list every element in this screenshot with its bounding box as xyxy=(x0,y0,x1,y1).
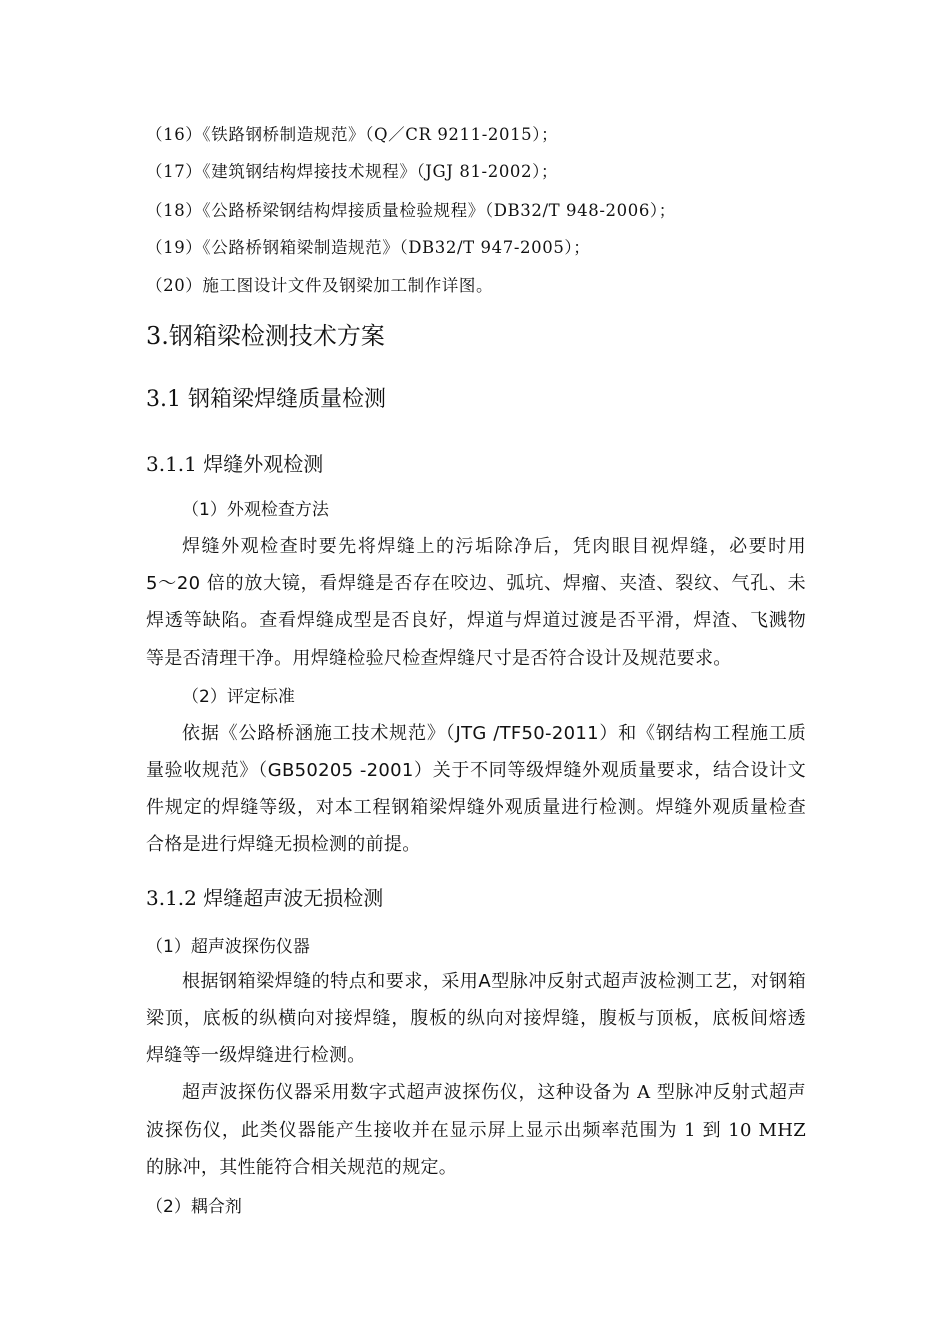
section-heading: 3.钢箱梁检测技术方案 xyxy=(146,322,385,350)
paragraph-line: 依据《公路桥涵施工技术规范》（JTG /TF50-2011）和《钢结构工程施工质 xyxy=(182,723,806,744)
item-heading: （1）外观检查方法 xyxy=(182,500,329,520)
paragraph-line: 焊缝等一级焊缝进行检测。 xyxy=(146,1045,366,1066)
paragraph-line: 的脉冲，其性能符合相关规范的规定。 xyxy=(146,1157,458,1178)
paragraph-line: 量验收规范》（GB50205 -2001）关于不同等级焊缝外观质量要求，结合设计文 xyxy=(146,760,806,781)
paragraph-line: 焊透等缺陷。查看焊缝成型是否良好，焊道与焊道过渡是否平滑，焊渣、飞溅物 xyxy=(146,610,806,631)
subsubsection-heading: 3.1.1 焊缝外观检测 xyxy=(146,452,324,476)
paragraph-line: 合格是进行焊缝无损检测的前提。 xyxy=(146,834,421,855)
paragraph-line: 波探伤仪，此类仪器能产生接收并在显示屏上显示出频率范围为 1 到 10 MHZ xyxy=(146,1120,806,1141)
subsubsection-heading: 3.1.2 焊缝超声波无损检测 xyxy=(146,886,384,910)
paragraph-line: 梁顶，底板的纵横向对接焊缝，腹板的纵向对接焊缝，腹板与顶板，底板间熔透 xyxy=(146,1008,806,1029)
paragraph-line: 件规定的焊缝等级，对本工程钢箱梁焊缝外观质量进行检测。焊缝外观质量检查 xyxy=(146,797,806,818)
subsection-heading: 3.1 钢箱梁焊缝质量检测 xyxy=(146,387,386,412)
reference-item: （18）《公路桥梁钢结构焊接质量检验规程》（DB32/T 948-2006）； xyxy=(146,201,676,220)
item-heading: （2）耦合剂 xyxy=(146,1197,242,1217)
item-heading: （1）超声波探伤仪器 xyxy=(146,937,310,957)
paragraph-line: 超声波探伤仪器采用数字式超声波探伤仪，这种设备为 A 型脉冲反射式超声 xyxy=(182,1082,806,1103)
reference-item: （17）《建筑钢结构焊接技术规程》（JGJ 81-2002）； xyxy=(146,162,559,181)
reference-item: （20）施工图设计文件及钢梁加工制作详图。 xyxy=(146,276,494,295)
paragraph-line: 焊缝外观检查时要先将焊缝上的污垢除净后，凭肉眼目视焊缝，必要时用 xyxy=(182,536,806,557)
reference-item: （16）《铁路钢桥制造规范》（Q／CR 9211-2015）； xyxy=(146,125,559,144)
paragraph-line: 等是否清理干净。用焊缝检验尺检查焊缝尺寸是否符合设计及规范要求。 xyxy=(146,648,732,669)
paragraph-line: 根据钢箱梁焊缝的特点和要求，采用A型脉冲反射式超声波检测工艺，对钢箱 xyxy=(182,971,806,992)
reference-item: （19）《公路桥钢箱梁制造规范》（DB32/T 947-2005）； xyxy=(146,238,591,257)
item-heading: （2）评定标准 xyxy=(182,687,295,707)
paragraph-line: 5～20 倍的放大镜，看焊缝是否存在咬边、弧坑、焊瘤、夹渣、裂纹、气孔、未 xyxy=(146,573,806,594)
